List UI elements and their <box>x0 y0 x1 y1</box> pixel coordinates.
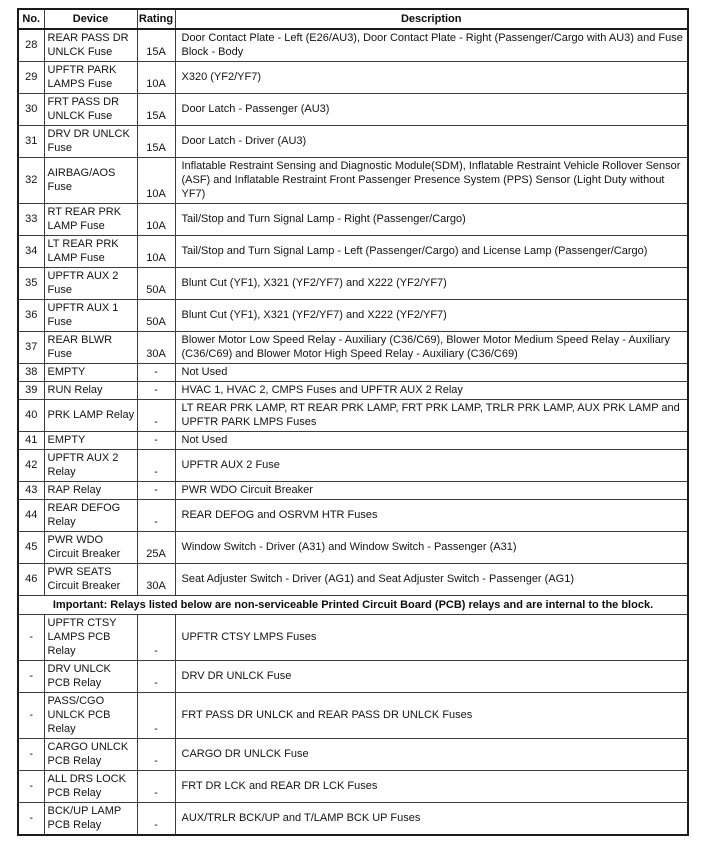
column-header-description: Description <box>175 9 688 29</box>
table-row <box>18 739 688 771</box>
description-cell: Tail/Stop and Turn Signal Lamp - Left (Passenger/Cargo) and License Lamp (Passenger/Cargo) <box>175 236 688 268</box>
row-number-cell: 41 <box>18 432 44 450</box>
rating-cell: - <box>137 615 175 661</box>
device-name-cell: PRK LAMP Relay <box>44 400 137 432</box>
description-cell: X320 (YF2/YF7) <box>175 62 688 94</box>
section-note-body <box>18 596 688 615</box>
description-cell: Blunt Cut (YF1), X321 (YF2/YF7) and X222 (YF2/YF7) <box>175 300 688 332</box>
rating-cell: - <box>137 432 175 450</box>
row-number-cell: 43 <box>18 482 44 500</box>
row-number-cell: 36 <box>18 300 44 332</box>
rating-cell: 10A <box>137 62 175 94</box>
table-row <box>18 564 688 596</box>
section-note-row <box>18 596 688 615</box>
description-cell: REAR DEFOG and OSRVM HTR Fuses <box>175 500 688 532</box>
device-name-cell: EMPTY <box>44 432 137 450</box>
table-row <box>18 364 688 382</box>
row-number-cell: - <box>18 661 44 693</box>
row-number-cell: - <box>18 771 44 803</box>
description-cell: Door Latch - Driver (AU3) <box>175 126 688 158</box>
device-name-cell: UPFTR AUX 1 Fuse <box>44 300 137 332</box>
device-name-cell: RUN Relay <box>44 382 137 400</box>
row-number-cell: 37 <box>18 332 44 364</box>
device-name-cell: BCK/UP LAMP PCB Relay <box>44 803 137 836</box>
column-header-device: Device <box>44 9 137 29</box>
description-cell: FRT DR LCK and REAR DR LCK Fuses <box>175 771 688 803</box>
device-name-cell: RT REAR PRK LAMP Fuse <box>44 204 137 236</box>
device-name-cell: EMPTY <box>44 364 137 382</box>
row-number-cell: 45 <box>18 532 44 564</box>
rating-cell: 50A <box>137 300 175 332</box>
description-cell: Inflatable Restraint Sensing and Diagnostic Module(SDM), Inflatable Restraint Vehicle Rollover Sensor (ASF) and Inflatable Restraint Front Passenger Presence System (PPS) Sensor (Light Duty without YF7) <box>175 158 688 204</box>
fuse-relay-table <box>17 8 689 836</box>
row-number-cell: 31 <box>18 126 44 158</box>
rating-cell: - <box>137 771 175 803</box>
row-number-cell: 28 <box>18 29 44 62</box>
description-cell: Door Contact Plate - Left (E26/AU3), Door Contact Plate - Right (Passenger/Cargo with AU3) and Fuse Block - Body <box>175 29 688 62</box>
description-cell: Tail/Stop and Turn Signal Lamp - Right (Passenger/Cargo) <box>175 204 688 236</box>
device-name-cell: RAP Relay <box>44 482 137 500</box>
rating-cell: - <box>137 500 175 532</box>
device-name-cell: PASS/CGO UNLCK PCB Relay <box>44 693 137 739</box>
description-cell: UPFTR AUX 2 Fuse <box>175 450 688 482</box>
row-number-cell: 32 <box>18 158 44 204</box>
table-row <box>18 450 688 482</box>
device-name-cell: UPFTR PARK LAMPS Fuse <box>44 62 137 94</box>
table-row <box>18 661 688 693</box>
description-cell: FRT PASS DR UNLCK and REAR PASS DR UNLCK Fuses <box>175 693 688 739</box>
row-number-cell: 46 <box>18 564 44 596</box>
row-number-cell: 38 <box>18 364 44 382</box>
description-cell: LT REAR PRK LAMP, RT REAR PRK LAMP, FRT PRK LAMP, TRLR PRK LAMP, AUX PRK LAMP and UPFTR PARK LMPS Fuses <box>175 400 688 432</box>
device-name-cell: PWR WDO Circuit Breaker <box>44 532 137 564</box>
description-cell: Seat Adjuster Switch - Driver (AG1) and Seat Adjuster Switch - Passenger (AG1) <box>175 564 688 596</box>
row-number-cell: 30 <box>18 94 44 126</box>
rating-cell: 50A <box>137 268 175 300</box>
device-name-cell: UPFTR AUX 2 Fuse <box>44 268 137 300</box>
description-cell: UPFTR CTSY LMPS Fuses <box>175 615 688 661</box>
table-header <box>18 9 688 29</box>
table-row <box>18 432 688 450</box>
column-header-rating: Rating <box>137 9 175 29</box>
device-name-cell: AIRBAG/AOS Fuse <box>44 158 137 204</box>
rating-cell: - <box>137 364 175 382</box>
device-name-cell: CARGO UNLCK PCB Relay <box>44 739 137 771</box>
row-number-cell: 34 <box>18 236 44 268</box>
header-row <box>18 9 688 29</box>
device-name-cell: REAR PASS DR UNLCK Fuse <box>44 29 137 62</box>
rating-cell: - <box>137 661 175 693</box>
description-cell: Window Switch - Driver (A31) and Window Switch - Passenger (A31) <box>175 532 688 564</box>
rating-cell: 15A <box>137 94 175 126</box>
device-name-cell: PWR SEATS Circuit Breaker <box>44 564 137 596</box>
pcb-relay-rows-body <box>18 615 688 836</box>
rating-cell: - <box>137 450 175 482</box>
table-row <box>18 803 688 836</box>
rating-cell: - <box>137 482 175 500</box>
table-row <box>18 382 688 400</box>
table-row <box>18 236 688 268</box>
description-cell: Blunt Cut (YF1), X321 (YF2/YF7) and X222 (YF2/YF7) <box>175 268 688 300</box>
column-header-no: No. <box>18 9 44 29</box>
rating-cell: 15A <box>137 126 175 158</box>
description-cell: PWR WDO Circuit Breaker <box>175 482 688 500</box>
device-name-cell: UPFTR AUX 2 Relay <box>44 450 137 482</box>
description-cell: Blower Motor Low Speed Relay - Auxiliary (C36/C69), Blower Motor Medium Speed Relay - Auxiliary (C36/C69) and Blower Motor High Speed Relay - Auxiliary (C36/C69) <box>175 332 688 364</box>
description-cell: Not Used <box>175 432 688 450</box>
row-number-cell: 39 <box>18 382 44 400</box>
row-number-cell: 29 <box>18 62 44 94</box>
description-cell: DRV DR UNLCK Fuse <box>175 661 688 693</box>
device-name-cell: LT REAR PRK LAMP Fuse <box>44 236 137 268</box>
description-cell: Door Latch - Passenger (AU3) <box>175 94 688 126</box>
row-number-cell: 42 <box>18 450 44 482</box>
device-name-cell: DRV UNLCK PCB Relay <box>44 661 137 693</box>
rating-cell: - <box>137 693 175 739</box>
table-row <box>18 500 688 532</box>
rating-cell: 10A <box>137 204 175 236</box>
description-cell: Not Used <box>175 364 688 382</box>
table-row <box>18 615 688 661</box>
row-number-cell: 35 <box>18 268 44 300</box>
device-name-cell: ALL DRS LOCK PCB Relay <box>44 771 137 803</box>
description-cell: AUX/TRLR BCK/UP and T/LAMP BCK UP Fuses <box>175 803 688 836</box>
description-cell: HVAC 1, HVAC 2, CMPS Fuses and UPFTR AUX 2 Relay <box>175 382 688 400</box>
table-row <box>18 158 688 204</box>
table-row <box>18 268 688 300</box>
row-number-cell: - <box>18 693 44 739</box>
table-row <box>18 126 688 158</box>
table-row <box>18 62 688 94</box>
row-number-cell: - <box>18 615 44 661</box>
row-number-cell: 40 <box>18 400 44 432</box>
row-number-cell: 44 <box>18 500 44 532</box>
row-number-cell: 33 <box>18 204 44 236</box>
row-number-cell: - <box>18 739 44 771</box>
table-row <box>18 300 688 332</box>
device-name-cell: REAR DEFOG Relay <box>44 500 137 532</box>
fuse-rows-body <box>18 29 688 596</box>
table-row <box>18 94 688 126</box>
rating-cell: 10A <box>137 158 175 204</box>
table-row <box>18 771 688 803</box>
device-name-cell: REAR BLWR Fuse <box>44 332 137 364</box>
device-name-cell: FRT PASS DR UNLCK Fuse <box>44 94 137 126</box>
table-row <box>18 332 688 364</box>
rating-cell: - <box>137 382 175 400</box>
table-row <box>18 693 688 739</box>
rating-cell: 30A <box>137 332 175 364</box>
rating-cell: - <box>137 739 175 771</box>
section-note-text: Important: Relays listed below are non-serviceable Printed Circuit Board (PCB) relays and are internal to the block. <box>18 596 688 615</box>
table-row <box>18 400 688 432</box>
rating-cell: 15A <box>137 29 175 62</box>
rating-cell: 25A <box>137 532 175 564</box>
table-row <box>18 532 688 564</box>
rating-cell: - <box>137 803 175 836</box>
device-name-cell: UPFTR CTSY LAMPS PCB Relay <box>44 615 137 661</box>
device-name-cell: DRV DR UNLCK Fuse <box>44 126 137 158</box>
row-number-cell: - <box>18 803 44 836</box>
description-cell: CARGO DR UNLCK Fuse <box>175 739 688 771</box>
rating-cell: 10A <box>137 236 175 268</box>
table-row <box>18 29 688 62</box>
table-row <box>18 482 688 500</box>
rating-cell: - <box>137 400 175 432</box>
rating-cell: 30A <box>137 564 175 596</box>
table-row <box>18 204 688 236</box>
